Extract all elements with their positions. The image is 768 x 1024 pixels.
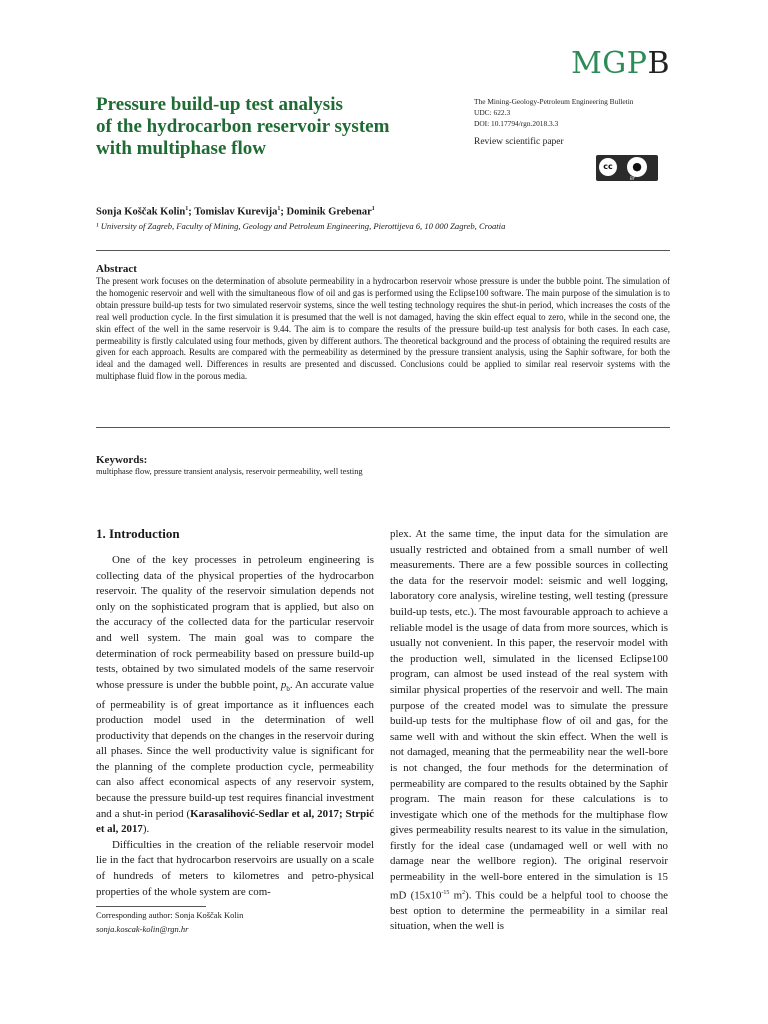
- keywords-text: multiphase flow, pressure transient analysis, reservoir permeability, well testing: [96, 467, 363, 476]
- author-name: Sonja Koščak Kolin: [96, 206, 186, 218]
- column-left: [96, 553, 374, 900]
- person-icon: ●: [627, 157, 647, 177]
- divider: [96, 427, 670, 428]
- journal-logo: MGPB: [571, 46, 670, 81]
- corresponding-author: Corresponding author: Sonja Koščak Kolin: [96, 910, 244, 920]
- column-right: [390, 527, 668, 935]
- bulletin-info: [474, 96, 684, 129]
- abstract-text: The present work focuses on the determination of absolute permeability in a hydrocarbon reservoir whose pressure is under the bubble point. The simulation of the homogenic reservoir and well with the simultaneous flow of oil and gas is performed using the Eclipse100 software. The main purpose of the simulation is to obtain pressure build-up tests for two simulated reservoir systems, since the well testing technology requires the shut-in period, which increases the costs of the real well production cycle. In the first simulation it is presumed that the well is not damaged, having the skin effect equal to zero, while in the second one, the skin effect of the well in the same reservoir is 9.44. The aim is to compare the results of the pressure build-up test analysis for both cases. In each case, permeability is firstly calculated using four methods, given by different authors. The theoretical background and the process of obtaining the required results are given for each approach. Results are compared with the permeability as determined by the pressure transient analysis, using the Saphir software, for both the ideal and the damaged well. Differences in results are presented and discussed. Conclusions could be applied to similar real reservoir systems with the multiphase fluid flow in the porous media.: [96, 276, 670, 382]
- section-heading: 1. Introduction: [96, 526, 180, 541]
- abstract-heading: Abstract: [96, 263, 137, 275]
- cc-icon: cc: [599, 158, 617, 176]
- cc-license-badge[interactable]: [596, 155, 658, 181]
- affiliation: ¹ University of Zagreb, Faculty of Mining, Geology and Petroleum Engineering, Pierottijeva 6, 10 000 Zagreb, Croatia: [96, 221, 506, 231]
- paper-title: [96, 94, 436, 160]
- footnote-divider: [96, 906, 206, 907]
- paragraph: plex. At the same time, the input data for the simulation are usually restricted and obtained from a small number of well measurements. There are a few possible sources in collecting the data for the reservoir model: seismic and well logging, laboratory core analysis, wireline testing, well testing (pressure build-up tests, etc.). The most favourable approach to achieve a reliable model is the usage of data from more sources, which is usually not convenient. In this paper, the reservoir model with the production well, simulated in the licensed Eclipse100 program, can almost be used instead of the real system with similar physical properties of the reservoir and well. The main purpose of the created model was to simulate the pressure build-up tests for the multiphase flow of oil and gas, for the same well with and without the skin effect. When the well is not damaged, meaning that the permeability near the well-bore is not changed, the four methods for the determination of permeability are compared to the results obtained by the Saphir program. The main reason for these calculations is to investigate which one of the methods for the multiphase flow gives permeability results nearest to its value in the simulation, firstly for the ideal case (undamaged well or well with no damage near the wellbore region). The original reservoir permeability in the well-bore entered in the simulation is 15 mD ($15x10^{-15}$ $m^2$). This could be a helpful tool to choose the best option to determine the permeability in a similar real situation, when the well is: [390, 528, 668, 933]
- author-name: Dominik Grebenar: [286, 206, 372, 218]
- divider: [96, 250, 670, 251]
- bulletin-name: The Mining-Geology-Petroleum Engineering Bulletin: [474, 97, 634, 106]
- citation[interactable]: Karasalihović-Sedlar et al, 2017; Strpić et al, 2017: [96, 807, 374, 836]
- author-list: Sonja Koščak Kolin$^1$; Tomislav Kurevija$^1$; Dominik Grebenar$^1$: [96, 206, 375, 218]
- paragraph: One of the key processes in petroleum engineering is collecting data of the physical properties of the hydrocarbon reservoir. The quality of the reservoir simulation depends not only on the sophisticated program that is applied, but also on the accuracy of the collected data for the particular reservoir and well system. The main goal was to compare the determination of rock permeability based on pressure build-up tests, obtained by two simulated models of the same reservoir whose pressure is under the bubble point, $p_b$. An accurate value of permeability is of great importance as it influences each production model used in the determination of well productivity that depends on the changes in the reservoir during all phases. Since the well productivity value is significant for the planning of the complete production cycle, permeability can also affect economical aspects of any reservoir system, because the pressure build-up test requires financial investment and a shut-in period (Karasalihović-Sedlar et al, 2017; Strpić et al, 2017).: [96, 554, 374, 836]
- paragraph: Difficulties in the creation of the reliable reservoir model lie in the fact that hydrocarbon reservoirs are usually on a scale of hundreds of meters to kilometres and petro-physical properties of the whole system are com-: [96, 838, 374, 898]
- author-name: Tomislav Kurevija: [194, 206, 278, 218]
- udc: UDC: 622.3: [474, 108, 511, 117]
- title-line: of the hydrocarbon reservoir system: [96, 116, 390, 137]
- doi: DOI: 10.17794/rgn.2018.3.3: [474, 119, 559, 128]
- keywords-heading: Keywords:: [96, 454, 148, 466]
- by-label: BY: [630, 176, 635, 181]
- author-email[interactable]: sonja.koscak-kolin@rgn.hr: [96, 924, 189, 934]
- title-line: with multiphase flow: [96, 138, 266, 159]
- paper-type: Review scientific paper: [474, 137, 564, 147]
- title-line: Pressure build-up test analysis: [96, 94, 343, 115]
